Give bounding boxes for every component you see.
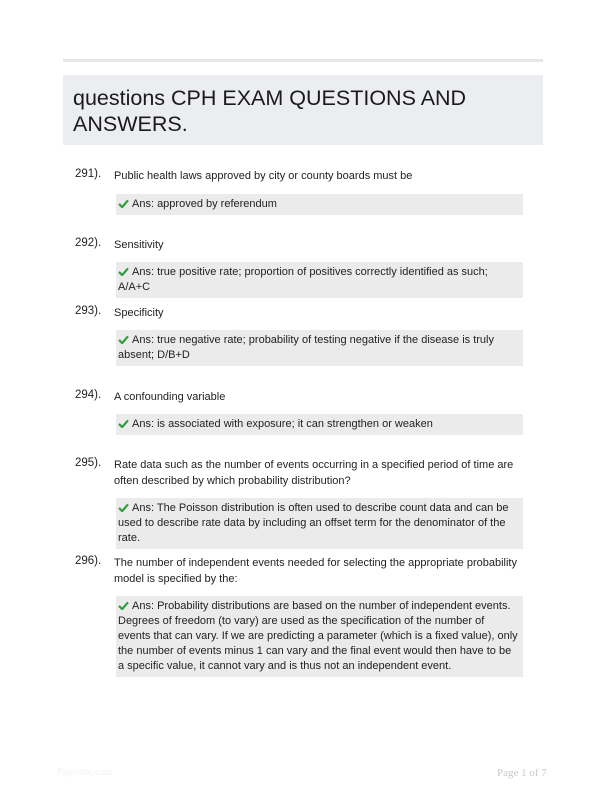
question-number: 293). <box>75 305 102 317</box>
question-number: 291). <box>75 168 102 180</box>
answer-text: Ans: The Poisson distribution is often used to describe count data and can be used to describe rate data by including an offset term for the denominator of the rate. <box>118 502 509 544</box>
check-icon <box>118 419 129 428</box>
answer-box <box>116 330 523 366</box>
question-number: 294). <box>75 389 102 401</box>
answer-box <box>116 414 523 435</box>
check-icon <box>118 199 129 208</box>
check-icon <box>118 267 129 276</box>
question-text: Rate data such as the number of events occurring in a specified period of time are often described by which probability distribution? <box>114 459 514 487</box>
answer-text: Ans: true negative rate; probability of testing negative if the disease is truly absent; D/B+D <box>118 334 494 361</box>
title-banner <box>63 75 543 145</box>
check-icon <box>118 601 129 610</box>
answer-box <box>116 596 523 677</box>
answer-text: Ans: is associated with exposure; it can strengthen or weaken <box>132 418 433 430</box>
check-icon <box>118 335 129 344</box>
answer-text: Ans: approved by referendum <box>132 198 277 210</box>
question-text: Specificity <box>114 307 164 319</box>
answer-box <box>116 194 523 215</box>
top-divider <box>63 59 543 62</box>
question-number: 295). <box>75 457 102 469</box>
answer-box <box>116 498 523 549</box>
question-number: 296). <box>75 555 102 567</box>
answer-text: Ans: Probability distributions are based on the number of independent events. Degrees of freedom (to vary) are used as the specification of the number of events that can vary. If we are predicting a parameter (which is a fixed value), only the number of events minus 1 can vary and the final event would then have to be a specific value, it cannot vary and is thus not an independent event. <box>118 600 518 672</box>
question-number: 292). <box>75 237 102 249</box>
answer-box <box>116 262 523 298</box>
answer-text: Ans: true positive rate; proportion of positives correctly identified as such; A/A+C <box>118 266 488 293</box>
question-text: A confounding variable <box>114 391 226 403</box>
question-text: The number of independent events needed for selecting the appropriate probability model is specified by the: <box>114 557 517 585</box>
page-title: questions CPH EXAM QUESTIONS AND ANSWERS. <box>73 86 467 136</box>
question-text: Public health laws approved by city or county boards must be <box>114 170 413 182</box>
page-indicator: Page 1 of 7 <box>497 767 547 779</box>
question-text: Sensitivity <box>114 239 164 251</box>
footer-watermark: Papertilc.com <box>57 767 113 778</box>
check-icon <box>118 503 129 512</box>
